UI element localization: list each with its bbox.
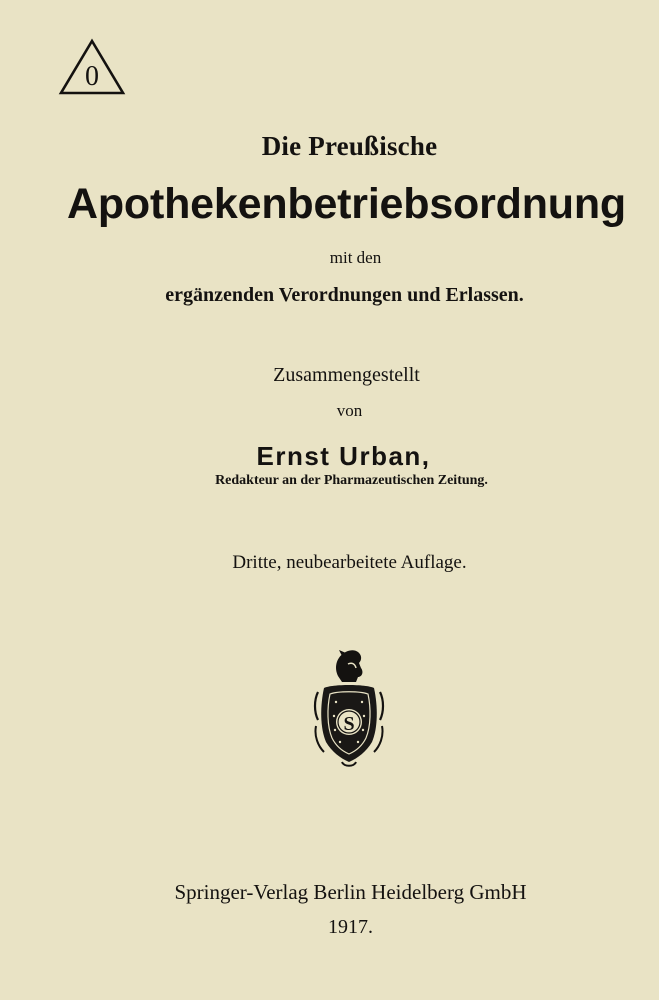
subtitle-line-2: ergänzenden Verordnungen und Erlassen.: [165, 284, 524, 306]
publication-year: 1917.: [328, 916, 373, 938]
author-role: Redakteur an der Pharmazeutischen Zeitung.: [215, 473, 488, 488]
subtitle-line-1: mit den: [329, 248, 382, 267]
corner-mark-letter: 0: [85, 61, 99, 92]
title-line-2: Apothekenbetriebsordnung: [67, 180, 626, 228]
emblem-letter: S: [343, 713, 355, 735]
publisher-emblem-icon: [312, 646, 386, 770]
author-name: Ernst Urban,: [256, 441, 431, 471]
by-label: von: [336, 401, 363, 420]
edition-line: Dritte, neubearbeitete Auflage.: [232, 552, 467, 573]
triangle-zero-mark-icon: [58, 38, 126, 96]
compiled-label: Zusammengestellt: [273, 364, 420, 386]
title-line-1: Die Preußische: [261, 131, 438, 161]
publisher-name: Springer-Verlag Berlin Heidelberg GmbH: [174, 880, 527, 904]
